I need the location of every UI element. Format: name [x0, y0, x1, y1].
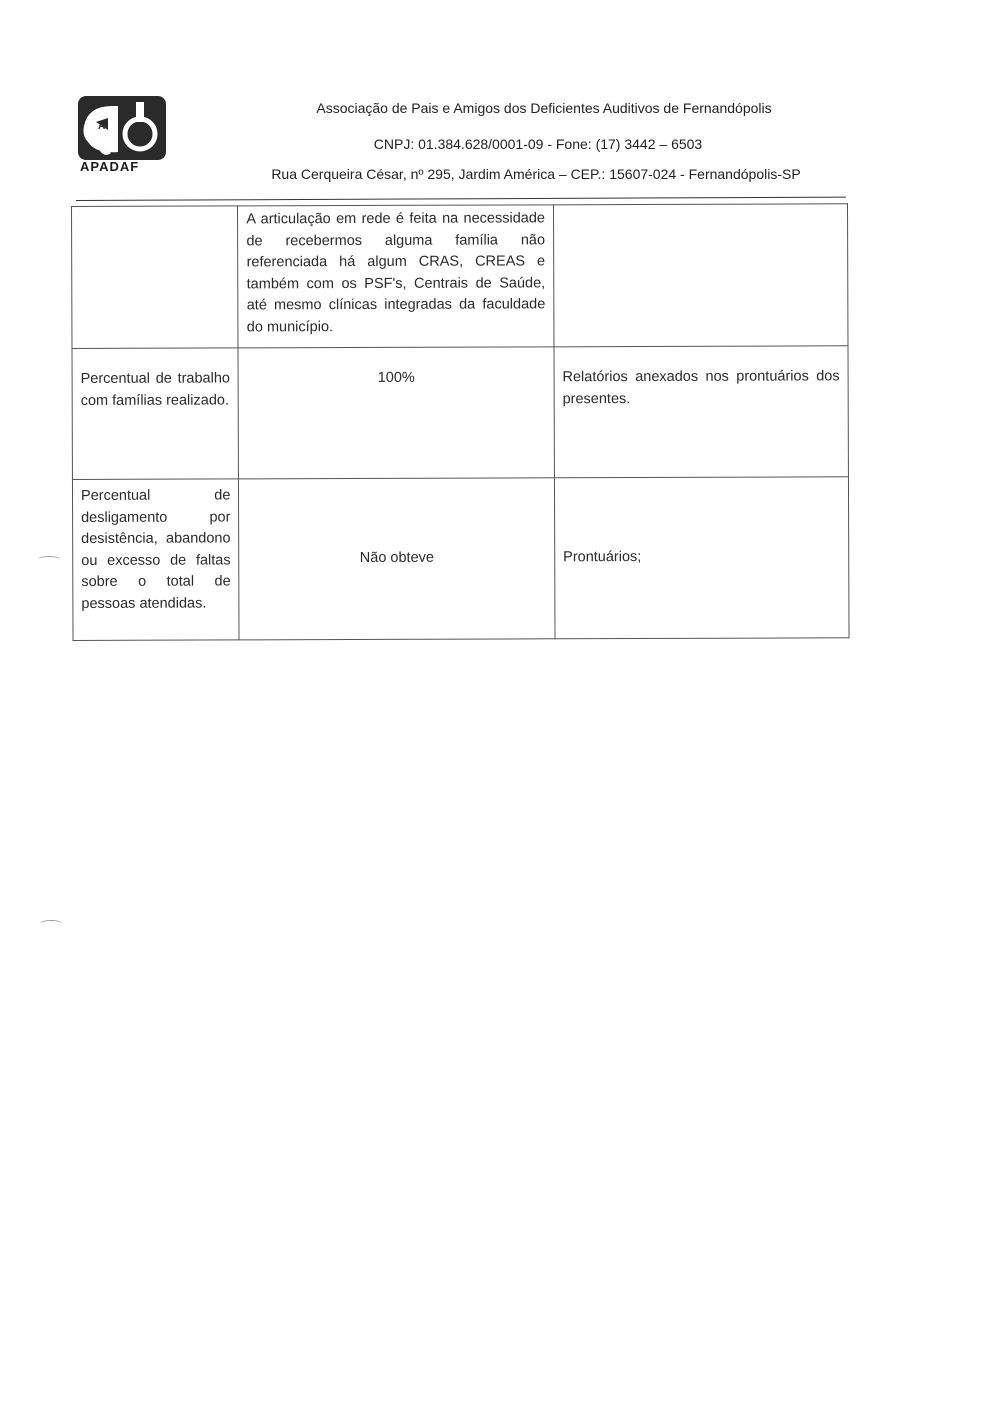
source-cell: Prontuários; — [554, 477, 849, 639]
svg-text:A: A — [98, 121, 106, 132]
table-row — [72, 477, 849, 641]
header-divider — [76, 197, 846, 201]
logo-text: APADAF — [80, 159, 140, 174]
header-cnpj-phone: CNPJ: 01.384.628/0001-09 - Fone: (17) 3442 – 6503 — [373, 136, 703, 152]
table-row — [72, 346, 848, 480]
result-cell: Não obteve — [239, 478, 555, 640]
scan-mark — [38, 556, 60, 563]
indicator-cell: Percentual de desligamento por desistência, abandono ou excesso de faltas sobre o total de pessoas atendidas. — [72, 479, 239, 641]
header-address: Rua Cerqueira César, nº 295, Jardim América – CEP.: 15607-024 - Fernandópolis-SP — [271, 166, 801, 182]
result-cell: A articulação em rede é feita na necessidade de recebermos alguma família não referenciada há algum CRAS, CREAS e também com os PSF's, Centrais de Saúde, até mesmo clínicas integradas da faculdade do município. — [238, 205, 554, 348]
indicator-cell: Percentual de trabalho com famílias realizado. — [72, 348, 239, 480]
indicators-table — [71, 203, 850, 641]
indicator-cell — [72, 206, 239, 349]
table-row — [72, 204, 848, 349]
source-cell: Relatórios anexados nos prontuários dos presentes. — [554, 346, 849, 478]
source-cell — [553, 204, 848, 347]
scan-mark — [40, 920, 62, 927]
header-org-name: Associação de Pais e Amigos dos Deficientes Auditivos de Fernandópolis — [316, 100, 772, 116]
result-cell: 100% — [238, 347, 554, 479]
